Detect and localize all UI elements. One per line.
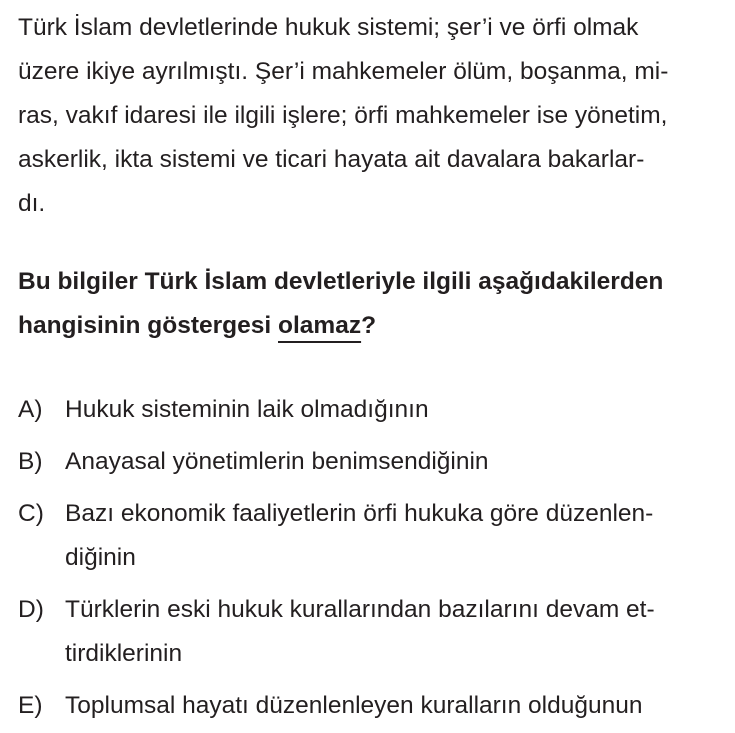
option-text: Türklerin eski hukuk kurallarından bazılarını devam et- (65, 596, 655, 623)
option-text-continued: tirdiklerinin (65, 640, 183, 667)
option-text: Anayasal yönetimlerin benimsendiğinin (65, 448, 489, 475)
option-text: Hukuk sisteminin laik olmadığının (65, 396, 429, 423)
answer-option-a[interactable] (18, 388, 718, 432)
question-stem (18, 260, 718, 348)
question-passage (18, 6, 718, 226)
passage-line: Türk İslam devletlerinde hukuk sistemi; şer’i ve örfi olmak (18, 14, 639, 41)
passage-line: askerlik, ikta sistemi ve ticari hayata ait davalara bakarlar- (18, 146, 645, 173)
option-letter: B) (18, 448, 43, 475)
option-letter: E) (18, 692, 43, 719)
question-mark: ? (361, 312, 377, 339)
question-prefix: hangisinin göstergesi (18, 312, 279, 339)
answer-options (18, 388, 718, 728)
passage-line: dı. (18, 190, 46, 217)
question-line-1: Bu bilgiler Türk İslam devletleriyle ilgili aşağıdakilerden (18, 268, 664, 295)
option-text-continued: diğinin (65, 544, 136, 571)
passage-line: üzere ikiye ayrılmıştı. Şer’i mahkemeler ölüm, boşanma, mi- (18, 58, 669, 85)
option-text: Bazı ekonomik faaliyetlerin örfi hukuka göre düzenlen- (65, 500, 654, 527)
question-negation-emphasis: olamaz (278, 312, 362, 339)
question-line-2 (18, 304, 718, 348)
option-letter: C) (18, 500, 44, 527)
passage-line: ras, vakıf idaresi ile ilgili işlere; örfi mahkemeler ise yönetim, (18, 102, 668, 129)
answer-option-d[interactable] (18, 588, 718, 676)
option-letter: D) (18, 596, 44, 623)
answer-option-b[interactable] (18, 440, 718, 484)
answer-option-c[interactable] (18, 492, 718, 580)
option-letter: A) (18, 396, 43, 423)
option-text: Toplumsal hayatı düzenlenleyen kuralların olduğunun (65, 692, 643, 719)
answer-option-e[interactable] (18, 684, 718, 728)
